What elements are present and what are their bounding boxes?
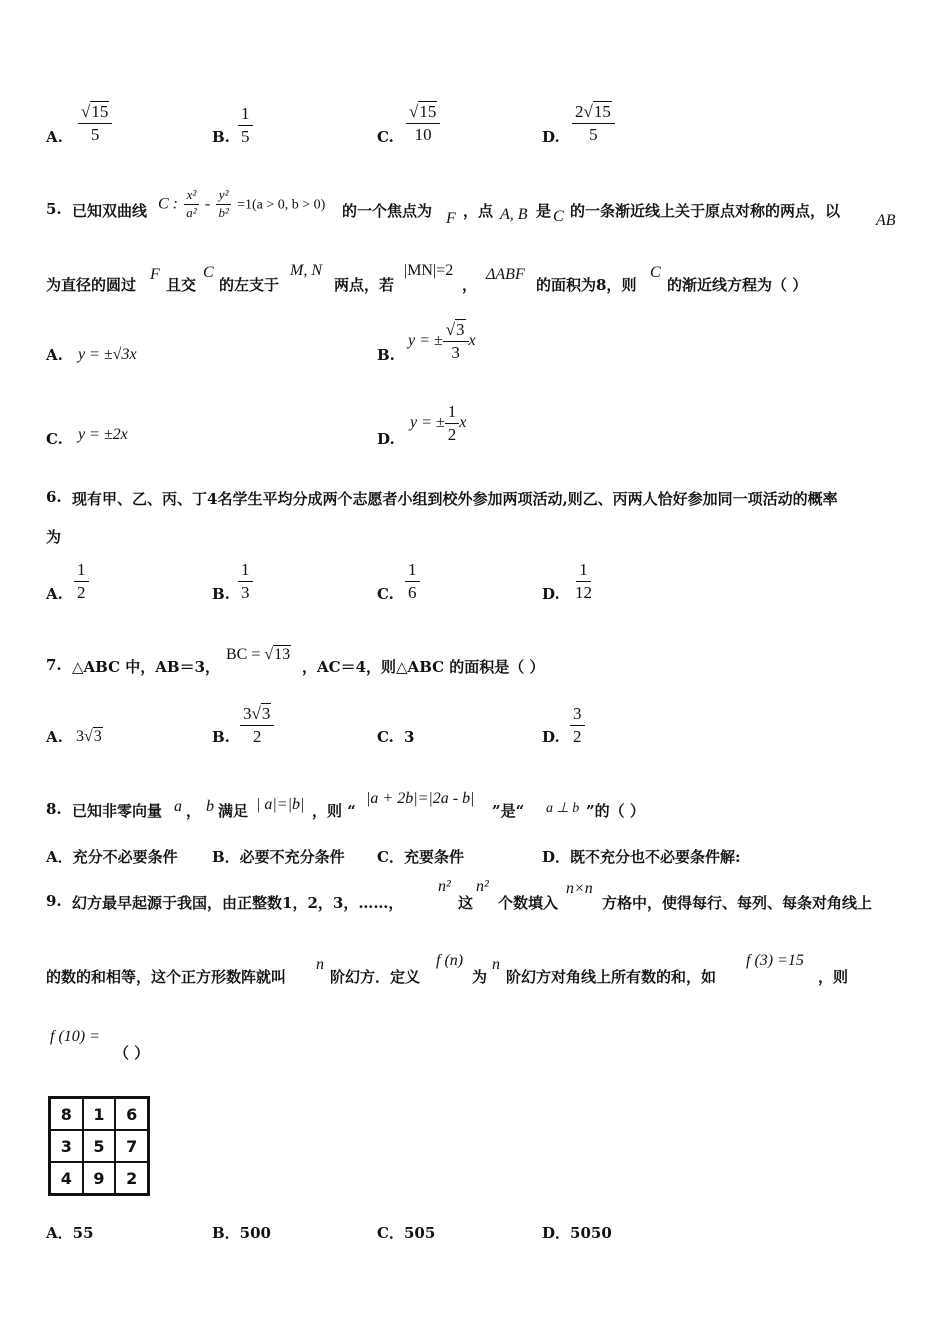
q6-line-1: 现有甲、乙、丙、丁4名学生平均分成两个志愿者小组到校外参加两项活动,则乙、丙两人恰好参加同一项活动的概率 <box>72 490 838 508</box>
q6-option-c-label: C. <box>377 585 394 603</box>
q4-option-a-label: A. <box>46 128 63 146</box>
q7-text-2: ，AC＝4，则△ABC 的面积是（ ） <box>302 658 545 676</box>
q9-n-squared-2: n² <box>476 878 489 895</box>
q6-number: 6. <box>46 488 62 506</box>
q7-option-a: 3√3 <box>76 728 102 745</box>
q8-number: 8. <box>46 800 62 818</box>
q8-vector-b: b <box>206 798 214 815</box>
q6-option-d: $\frac{1}{12}$ <box>575 560 592 602</box>
q6-option-d-label: D. <box>542 585 560 603</box>
q9-option-b: B．500 <box>212 1224 271 1242</box>
q9-option-a: A．55 <box>46 1224 94 1242</box>
q8-text-4: ”是“ <box>492 802 525 820</box>
q7-option-d: $\frac{3}{2}$ <box>570 704 585 746</box>
q7-option-b-label: B. <box>212 728 230 746</box>
magic-cell: 6 <box>115 1098 148 1130</box>
magic-cell: 8 <box>50 1098 83 1130</box>
q5-text-10: 的面积为8，则 <box>536 276 637 294</box>
q8-text-5: ”的（ ） <box>586 802 645 820</box>
q5-option-c: y = ±2x <box>78 426 128 443</box>
q7-number: 7. <box>46 656 62 674</box>
q5-text-11: 的渐近线方程为（ ） <box>667 276 808 294</box>
q8-sep: ， <box>186 802 202 820</box>
q9-n-by-n: n×n <box>566 880 593 897</box>
q8-condition: | a|=|b| <box>256 796 305 813</box>
q8-text-3: ，则 “ <box>312 802 356 820</box>
q4-option-b: $\frac{1}{5}$ <box>238 104 253 146</box>
q5-focus-f2: F <box>150 266 160 283</box>
magic-cell: 2 <box>115 1162 148 1194</box>
q5-text-8: 的左支于 <box>219 276 280 294</box>
q5-curve-c2: C <box>203 264 214 281</box>
q5-option-d: y = ± $\frac{1}{2}$ x <box>410 402 467 444</box>
q6-option-a-label: A. <box>46 585 63 603</box>
q5-option-b: y = ± $\frac{√3}{3}$ x <box>408 320 476 362</box>
q5-curve-equation: C : $\frac{\text{x²}}{\text{a²}}$ - $\frac{\text{y²}}{\text{b²}}$ =1(a > 0, b > 0) <box>158 187 326 220</box>
q9-text-1: 幻方最早起源于我国，由正整数1，2，3，……， <box>72 894 404 912</box>
q6-line-2: 为 <box>46 528 62 546</box>
q9-text-2: 这 <box>458 894 474 912</box>
q7-option-a-label: A. <box>46 728 63 746</box>
q7-bc-length: BC = √13 <box>226 646 291 663</box>
q9-number: 9. <box>46 892 62 910</box>
q9-option-c: C．505 <box>377 1224 436 1242</box>
q5-mn-length: |MN|=2 <box>404 262 454 279</box>
q9-text-6: 阶幻方．定义 <box>330 968 421 986</box>
q5-text-6: 为直径的圆过 <box>46 276 137 294</box>
magic-cell: 7 <box>115 1130 148 1162</box>
q5-curve-c1: C <box>553 208 564 225</box>
q9-text-3: 个数填入 <box>498 894 559 912</box>
q5-option-b-label: B. <box>377 346 395 364</box>
magic-cell: 4 <box>50 1162 83 1194</box>
q4-option-b-label: B. <box>212 128 230 146</box>
q8-expression: |a + 2b|=|2a - b| <box>366 790 475 807</box>
magic-cell: 3 <box>50 1130 83 1162</box>
q4-option-c: $\frac{√15}{10}$ <box>406 102 440 144</box>
q8-text-1: 已知非零向量 <box>72 802 163 820</box>
q6-option-c: $\frac{1}{6}$ <box>405 560 420 602</box>
q5-text-9: 两点，若 <box>334 276 395 294</box>
q5-triangle: ΔABF <box>486 266 525 283</box>
q9-paren: （ ） <box>114 1044 150 1062</box>
q5-option-a: y = ±√3x <box>78 346 137 363</box>
q5-text-3: ，点 <box>463 202 494 220</box>
q5-points-mn: M, N <box>290 262 322 279</box>
q6-option-b: $\frac{1}{3}$ <box>238 560 253 602</box>
magic-cell: 5 <box>83 1130 116 1162</box>
q5-segment-ab: AB <box>876 212 896 229</box>
q8-vector-a: a <box>174 798 182 815</box>
magic-square <box>48 1096 150 1196</box>
q5-text-5: 的一条渐近线上关于原点对称的两点，以 <box>570 202 841 220</box>
q9-fn: f (n) <box>436 952 464 969</box>
q7-text-1: △ABC 中，AB＝3， <box>72 658 221 676</box>
q9-n-squared-1: n² <box>438 878 451 895</box>
q8-option-a: A．充分不必要条件 <box>46 848 178 866</box>
q9-text-9: ，则 <box>818 968 849 986</box>
q9-n-1: n <box>316 956 324 973</box>
q7-option-c: 3 <box>404 728 415 746</box>
q5-text-2: 的一个焦点为 <box>342 202 433 220</box>
q9-text-5: 的数的和相等，这个正方形数阵就叫 <box>46 968 287 986</box>
q5-option-a-label: A. <box>46 346 63 364</box>
q7-option-c-label: C. <box>377 728 394 746</box>
q4-option-a: $\frac{√15}{5}$ <box>78 102 112 144</box>
q5-text-4: 是 <box>536 202 552 220</box>
magic-cell: 1 <box>83 1098 116 1130</box>
q5-comma: ， <box>462 276 478 294</box>
q6-option-a: $\frac{1}{2}$ <box>74 560 89 602</box>
q5-points-ab: A, B <box>500 206 528 223</box>
q9-text-4: 方格中，使得每行、每列、每条对角线上 <box>602 894 873 912</box>
q8-perp: a ⊥ b <box>546 801 580 816</box>
q8-text-2: 满足 <box>218 802 249 820</box>
q7-option-b: $\frac{3√3}{2}$ <box>240 704 274 746</box>
q8-option-d: D．既不充分也不必要条件解: <box>542 848 741 866</box>
q7-option-d-label: D. <box>542 728 560 746</box>
q4-option-d-label: D. <box>542 128 560 146</box>
q5-option-d-label: D. <box>377 430 395 448</box>
q5-number: 5. <box>46 200 62 218</box>
q9-f10: f (10) = <box>50 1028 100 1045</box>
q5-text-1: 已知双曲线 <box>72 202 148 220</box>
q4-option-c-label: C. <box>377 128 394 146</box>
q4-option-d: $\frac{2√15}{5}$ <box>572 102 615 144</box>
q9-option-d: D．5050 <box>542 1224 612 1242</box>
q9-f3: f (3) =15 <box>746 952 804 969</box>
q5-curve-c3: C <box>650 264 661 281</box>
q6-option-b-label: B. <box>212 585 230 603</box>
q9-text-8: 阶幻方对角线上所有数的和，如 <box>506 968 717 986</box>
q8-option-c: C．充要条件 <box>377 848 464 866</box>
magic-cell: 9 <box>83 1162 116 1194</box>
q8-option-b: B．必要不充分条件 <box>212 848 345 866</box>
q9-n-2: n <box>492 956 500 973</box>
q5-option-c-label: C. <box>46 430 63 448</box>
q5-text-7: 且交 <box>166 276 197 294</box>
q5-focus-f: F <box>446 210 456 227</box>
q9-text-7: 为 <box>472 968 488 986</box>
